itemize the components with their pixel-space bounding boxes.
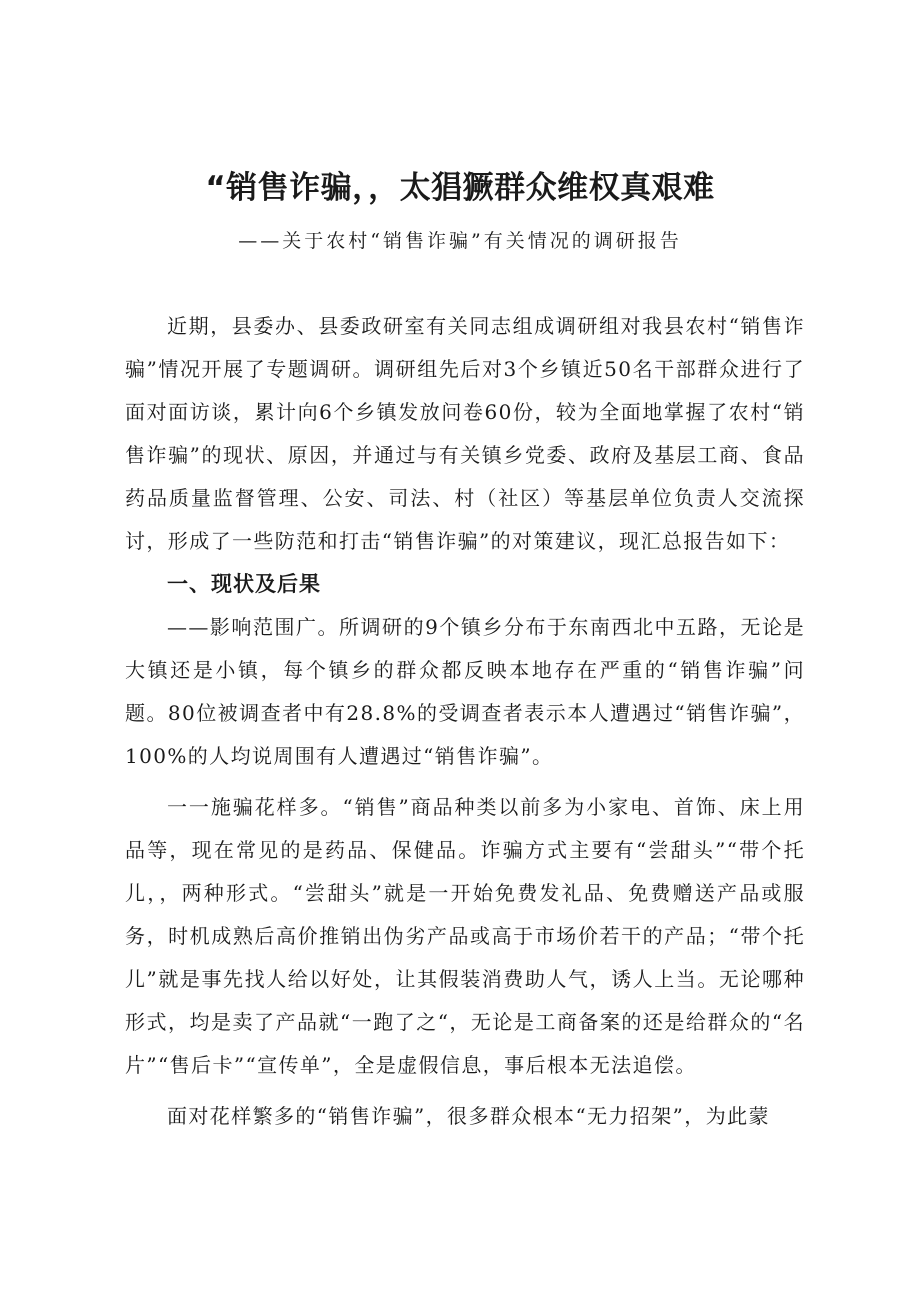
section-heading: 一、现状及后果	[167, 572, 321, 596]
document-subtitle: ——关于农村“销售诈骗”有关情况的调研报告	[238, 230, 682, 252]
section-paragraph-impact-scope: ——影响范围广。所调研的9个镇乡分布于东南西北中五路，无论是大镇还是小镇，每个镇乡的群众都反映本地存在严重的“销售诈骗”问题。80位被调查者中有28.8%的受调查者表示本人遭遇过“销售诈骗”，100%的人均说周围有人遭遇过“销售诈骗”。	[125, 615, 805, 768]
section-paragraph-victims: 面对花样繁多的“销售诈骗”，很多群众根本“无力招架”，为此蒙	[167, 1104, 770, 1128]
section-paragraph-fraud-methods: 一一施骗花样多。“销售”商品种类以前多为小家电、首饰、床上用品等，现在常见的是药品、保健品。诈骗方式主要有“尝甜头”“带个托儿，，两种形式。“尝甜头”就是一开始免费发礼品、免费赠送产品或服务，时机成熟后高价推销出伪劣产品或高于市场价若干的产品；“带个托儿”就是事先找人给以好处，让其假装消费助人气，诱人上当。无论哪种形式，均是卖了产品就“一跑了之“，无论是工商备案的还是给群众的“名片”“售后卡”“宣传单”，全是虚假信息，事后根本无法追偿。	[125, 795, 805, 1077]
intro-paragraph: 近期，县委办、县委政研室有关同志组成调研组对我县农村“销售诈骗”情况开展了专题调研。调研组先后对3个乡镇近50名干部群众进行了面对面访谈，累计向6个乡镇发放问卷60份，较为全面地掌握了农村“销售诈骗”的现状、原因，并通过与有关镇乡党委、政府及基层工商、食品药品质量监督管理、公安、司法、村（社区）等基层单位负责人交流探讨，形成了一些防范和打击“销售诈骗”的对策建议，现汇总报告如下：	[125, 314, 805, 553]
document-body	[125, 305, 805, 1138]
document-title: “销售诈骗，，太猖獗群众维权真艰难	[205, 170, 715, 206]
